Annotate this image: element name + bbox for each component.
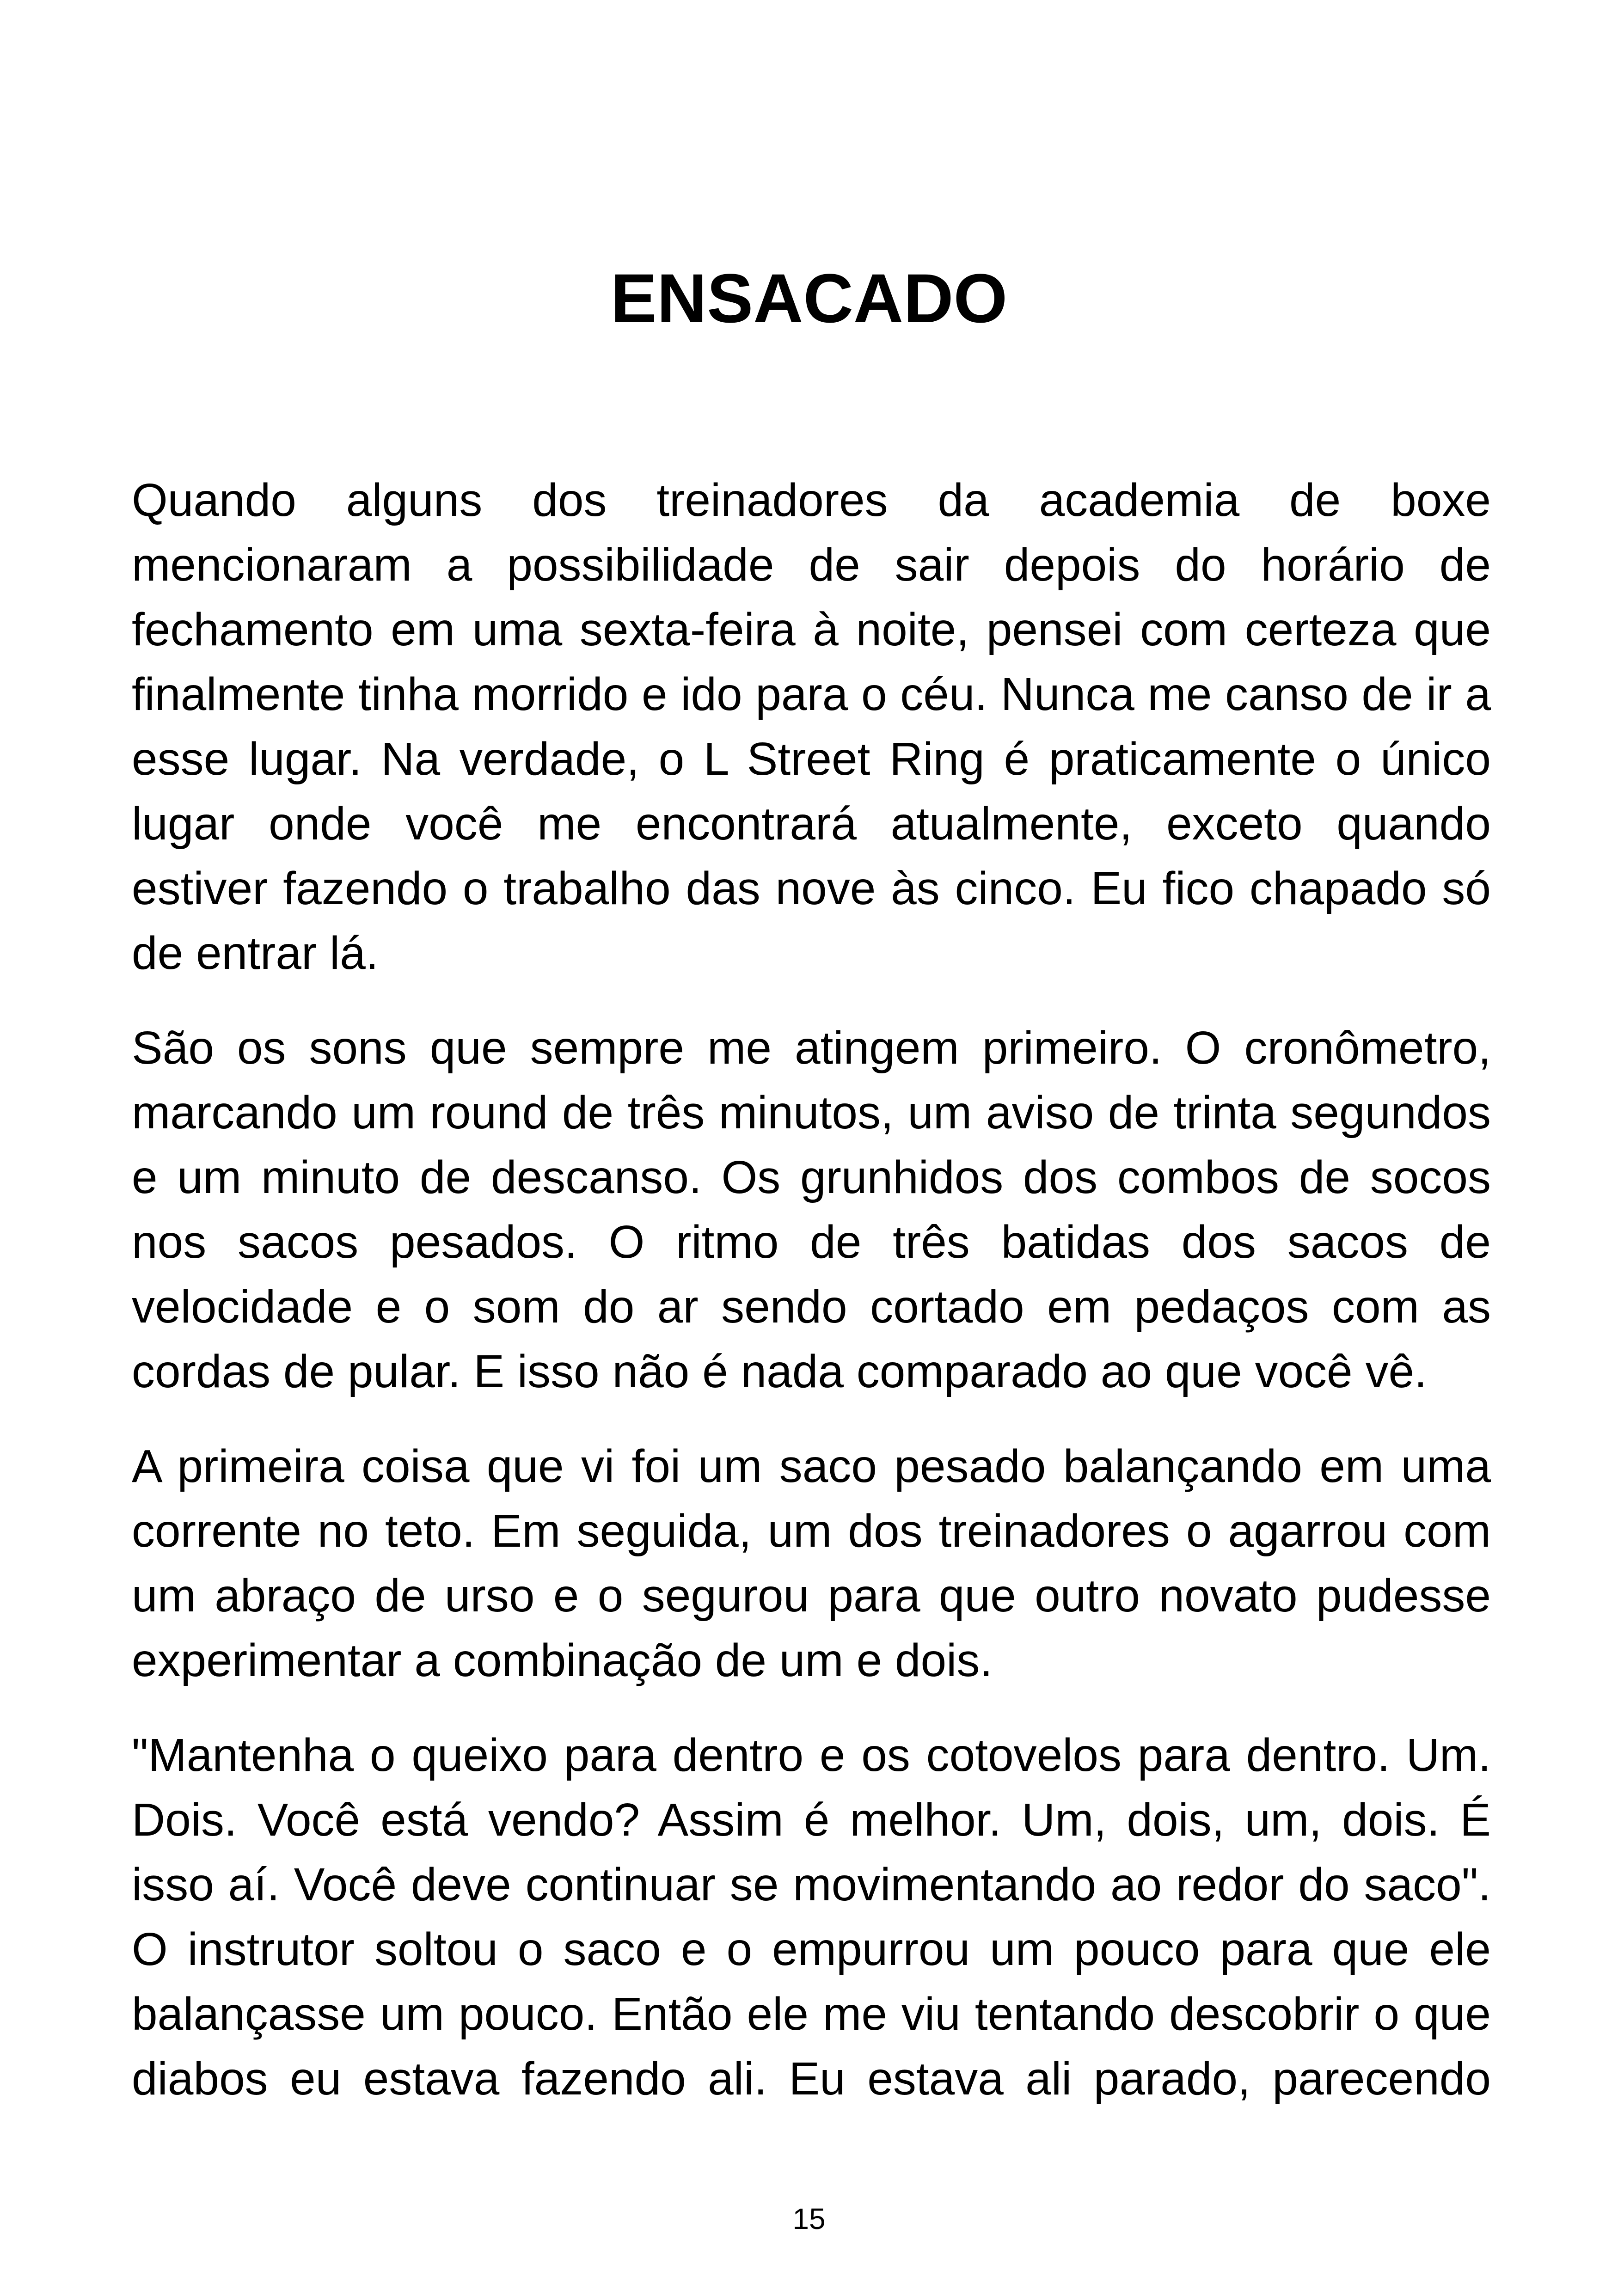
chapter-title: ENSACADO: [610, 259, 1008, 337]
paragraph-3: A primeira coisa que vi foi um saco pesado balançando em uma corrente no teto. Em seguida, um dos treinadores o agarrou com um abraço de urso e o segurou para que outro novato pudesse experimentar a combinação de um e dois.: [132, 1440, 1491, 1686]
body-text: [132, 468, 1491, 2111]
paragraph-2: São os sons que sempre me atingem primeiro. O cronômetro, marcando um round de três minutos, um aviso de trinta segundos e um minuto de descanso. Os grunhidos dos combos de socos nos sacos pesados. O ritmo de três batidas dos sacos de velocidade e o som do ar sendo cortado em pedaços com as cordas de pular. E isso não é nada comparado ao que você vê.: [132, 1022, 1491, 1397]
paragraph-1: Quando alguns dos treinadores da academia de boxe mencionaram a possibilidade de sair depois do horário de fechamento em uma sexta-feira à noite, pensei com certeza que finalmente tinha morrido e ido para o céu. Nunca me canso de ir a esse lugar. Na verdade, o L Street Ring é praticamente o único lugar onde você me encontrará atualmente, exceto quando estiver fazendo o trabalho das nove às cinco. Eu fico chapado só de entrar lá.: [132, 474, 1491, 979]
page-number: 15: [792, 2202, 826, 2235]
paragraph-4: "Mantenha o queixo para dentro e os cotovelos para dentro. Um. Dois. Você está vendo? Assim é melhor. Um, dois, um, dois. É isso aí. Você deve continuar se movimentando ao redor do saco". O instrutor soltou o saco e o empurrou um pouco para que ele balançasse um pouco. Então ele me viu tentando descobrir o que diabos eu estava fazendo ali. Eu estava ali parado, parecendo: [132, 1729, 1491, 2105]
